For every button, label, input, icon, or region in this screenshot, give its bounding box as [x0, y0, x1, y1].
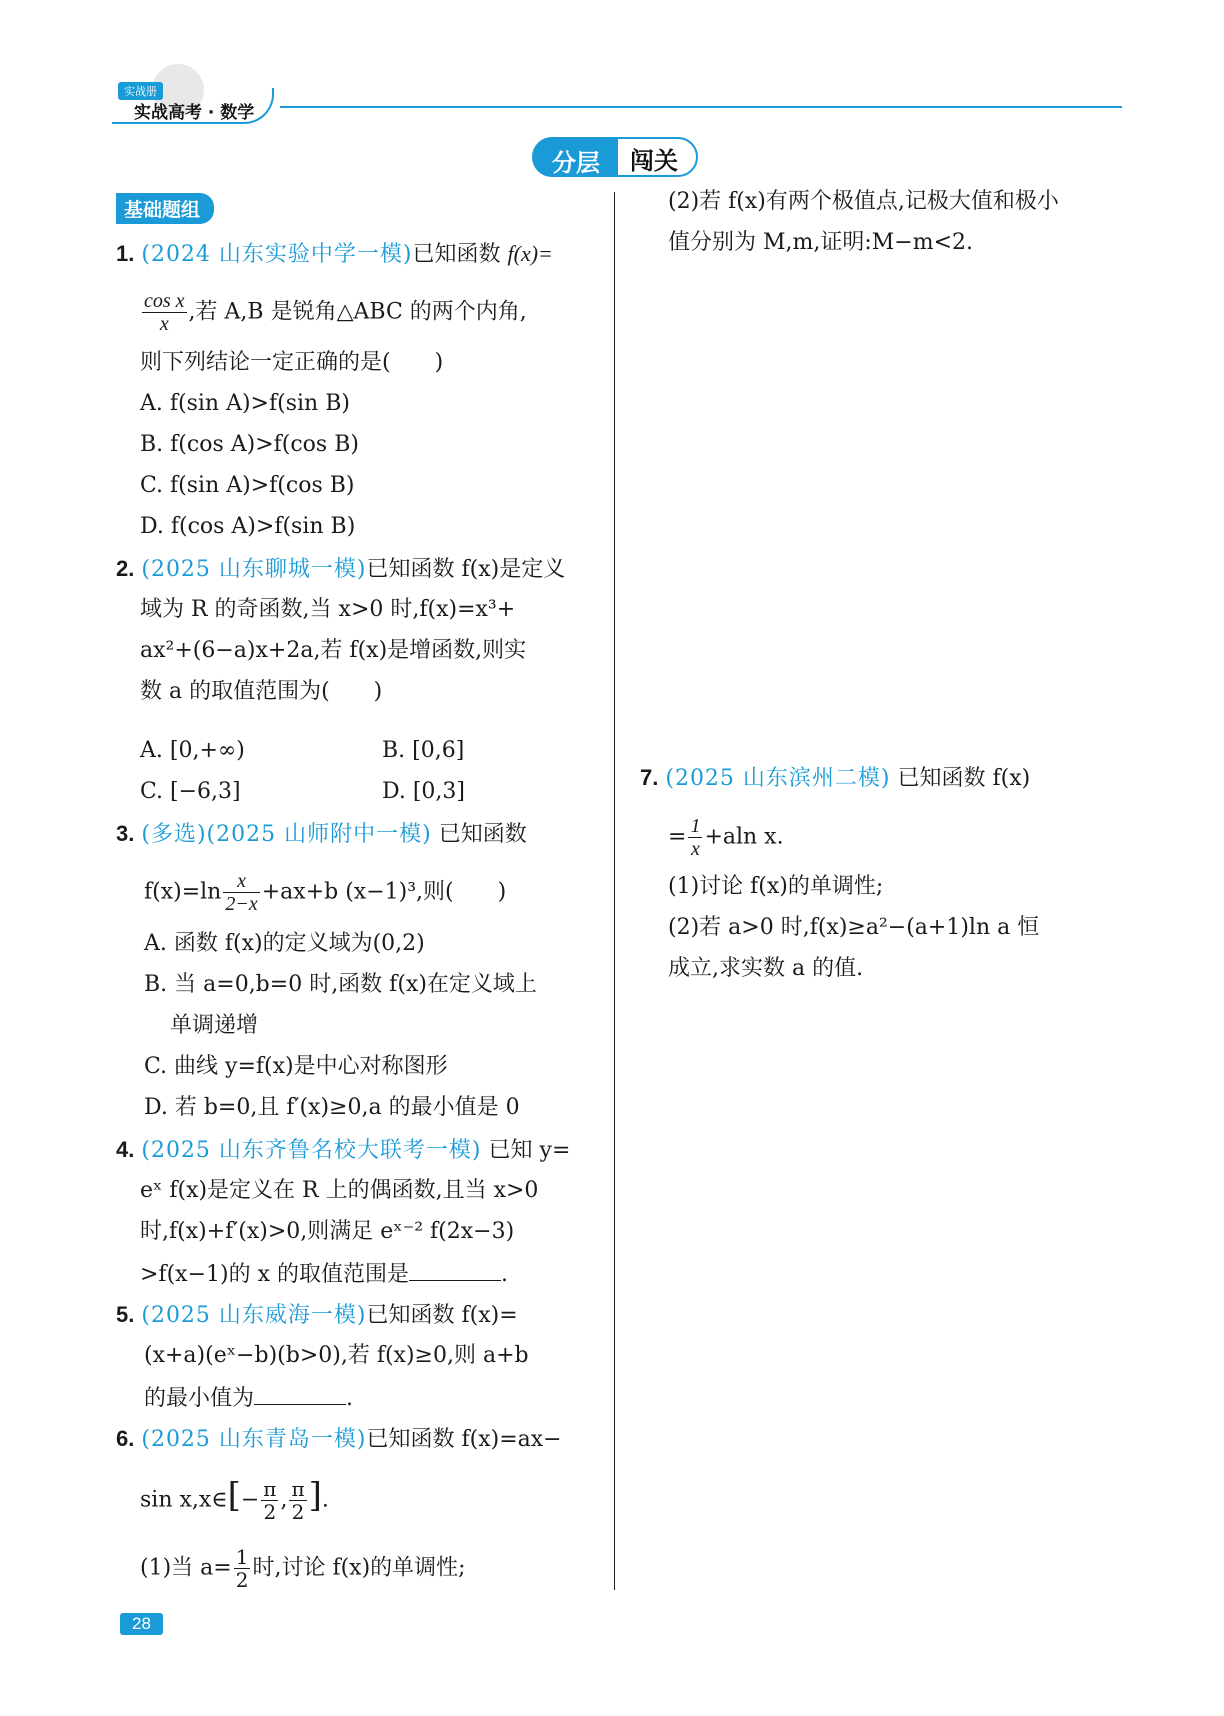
question-source: (2025 山东聊城一模) [141, 557, 367, 582]
q6-part2-line2: 值分别为 M,m,证明:M−m<2. [668, 230, 974, 255]
question-number: 1. [116, 241, 135, 266]
q3-function [144, 870, 506, 915]
header-rule [280, 106, 1122, 108]
q7-part1: (1)讨论 f(x)的单调性; [668, 874, 884, 899]
q2-line3: ax²+(6−a)x+2a,若 f(x)是增函数,则实 [140, 638, 527, 663]
right-bracket: ] [308, 1475, 322, 1516]
q1-option-d: D. f(cos A)>f(sin B) [140, 514, 356, 539]
q1-line3: 则下列结论一定正确的是( ) [140, 350, 444, 375]
fraction-numerator: 1 [690, 815, 701, 837]
fraction-numerator: π [291, 1477, 305, 1501]
fraction-denominator: 2−x [225, 893, 258, 915]
section-banner [532, 137, 698, 177]
question-source: (2024 山东实验中学一模) [141, 242, 413, 267]
q2-stem-1: 已知函数 f(x)是定义 [366, 557, 566, 582]
q1-line2 [140, 290, 527, 335]
answer-blank [254, 1382, 346, 1405]
q2-option-a: A. [0,+∞) [140, 738, 245, 763]
question-source: (2025 山东齐鲁名校大联考一模) [141, 1138, 482, 1163]
q7-part2-line1: (2)若 a>0 时,f(x)≥a²−(a+1)ln a 恒 [668, 915, 1040, 940]
q2-option-d: D. [0,3] [382, 779, 465, 804]
q6-end: . [321, 1487, 329, 1513]
q4-stem-1: 已知 y= [488, 1138, 571, 1163]
q1-func: f(x)= [507, 241, 553, 266]
q7-part2-line2: 成立,求实数 a 的值. [668, 956, 864, 981]
banner-left: 分层 [532, 137, 616, 177]
q3-option-d: D. 若 b=0,且 f′(x)≥0,a 的最小值是 0 [144, 1095, 520, 1120]
question-source: (2025 山东威海一模) [141, 1303, 367, 1328]
fraction-denominator: x [159, 313, 169, 335]
answer-blank [409, 1258, 501, 1281]
q1-stem-a: 已知函数 [412, 242, 501, 267]
fraction-numerator: π [263, 1477, 277, 1501]
q3-option-a: A. 函数 f(x)的定义域为(0,2) [144, 931, 425, 956]
q3-stem: 已知函数 [438, 822, 527, 847]
question-number: 4. [116, 1137, 135, 1162]
q5-line2: (x+a)(eˣ−b)(b>0),若 f(x)≥0,则 a+b [144, 1343, 529, 1368]
q1-stem-b: ,若 A,B 是锐角△ABC 的两个内角, [188, 299, 527, 325]
q5-line3 [144, 1382, 353, 1414]
q2-line2: 域为 R 的奇函数,当 x>0 时,f(x)=x³+ [140, 597, 516, 622]
question-number: 7. [640, 765, 659, 790]
question-source: (2025 山东滨州二模) [665, 766, 891, 791]
q6-part2-line1: (2)若 f(x)有两个极值点,记极大值和极小 [668, 189, 1059, 214]
q1-line1 [116, 239, 553, 270]
q7-eq: = [668, 824, 687, 850]
fraction-denominator: 2 [291, 1500, 305, 1524]
q4-line2: eˣ f(x)是定义在 R 上的偶函数,且当 x>0 [140, 1178, 539, 1203]
book-tag: 实战册 [118, 82, 163, 100]
q5-line1 [116, 1300, 518, 1331]
question-source: (多选)(2025 山师附中一模) [141, 822, 432, 847]
q3-option-b: B. 当 a=0,b=0 时,函数 f(x)在定义域上 [144, 972, 537, 997]
q1-option-a: A. f(sin A)>f(sin B) [140, 391, 350, 416]
q5-stem-1: 已知函数 f(x)= [366, 1303, 518, 1328]
q6-stem-1: 已知函数 f(x)=ax− [366, 1427, 562, 1452]
q7-line1 [640, 763, 1030, 794]
column-divider [614, 192, 615, 1590]
q7-stem-1: 已知函数 f(x) [897, 766, 1031, 791]
fraction-denominator: 2 [235, 1568, 249, 1592]
question-source: (2025 山东青岛一模) [141, 1427, 367, 1452]
q6-part1 [140, 1546, 466, 1591]
q3-option-b-cont: 单调递增 [170, 1013, 259, 1038]
q3-fraction [223, 870, 259, 915]
q2-option-b: B. [0,6] [382, 738, 465, 763]
q6-line1 [116, 1424, 562, 1455]
fraction-numerator: x [223, 870, 259, 893]
q6-part1-prefix: (1)当 a= [140, 1555, 232, 1581]
book-title: 实战高考 · 数学 [134, 103, 255, 123]
q1-fraction [142, 290, 187, 335]
q1-option-c: C. f(sin A)>f(cos B) [140, 473, 355, 498]
q6-part1-suffix: 时,讨论 f(x)的单调性; [252, 1555, 466, 1581]
banner-right: 闯关 [616, 137, 698, 177]
q6-line2: sin x,x∈[− $\frac{\pi}{2}$ , $\frac{\pi}{2}$ ]. [140, 1475, 329, 1524]
q4-line4 [140, 1258, 508, 1290]
q4-stem-4: >f(x−1)的 x 的取值范围是 [140, 1262, 409, 1287]
q3-func-prefix: f(x)=ln [144, 879, 222, 905]
q1-option-b: B. f(cos A)>f(cos B) [140, 432, 359, 457]
left-bracket: [ [227, 1475, 241, 1516]
q3-option-c: C. 曲线 y=f(x)是中心对称图形 [144, 1054, 448, 1079]
q7-line2 [668, 815, 784, 860]
fraction-numerator: 1 [235, 1545, 249, 1569]
page-number: 28 [120, 1613, 163, 1635]
fraction-numerator: cos x [144, 290, 185, 312]
q6-neg-pi-half [261, 1478, 278, 1523]
section-label: 基础题组 [116, 193, 214, 224]
q4-end: . [500, 1262, 508, 1287]
q2-option-c: C. [−6,3] [140, 779, 241, 804]
q7-stem-2: +aln x. [704, 824, 784, 850]
question-number: 5. [116, 1302, 135, 1327]
question-number: 6. [116, 1426, 135, 1451]
page-header [112, 80, 1122, 126]
q3-line1 [116, 819, 527, 850]
q6-pi-half [289, 1478, 306, 1523]
q5-end: . [346, 1386, 354, 1411]
q2-line1 [116, 554, 565, 585]
q3-func-suffix: +ax+b (x−1)³,则( ) [261, 879, 507, 905]
question-number: 2. [116, 556, 135, 581]
q6-one-half [234, 1546, 251, 1591]
q4-line3: 时,f(x)+f′(x)>0,则满足 eˣ⁻² f(2x−3) [140, 1219, 515, 1244]
question-number: 3. [116, 821, 135, 846]
q6-stem-2: sin x,x∈ [140, 1487, 228, 1513]
q2-line4: 数 a 的取值范围为( ) [140, 679, 383, 704]
q5-stem-3: 的最小值为 [144, 1386, 255, 1411]
q4-line1 [116, 1135, 570, 1166]
fraction-denominator: 2 [263, 1500, 277, 1524]
fraction-denominator: x [690, 838, 700, 860]
q7-fraction [688, 815, 702, 860]
